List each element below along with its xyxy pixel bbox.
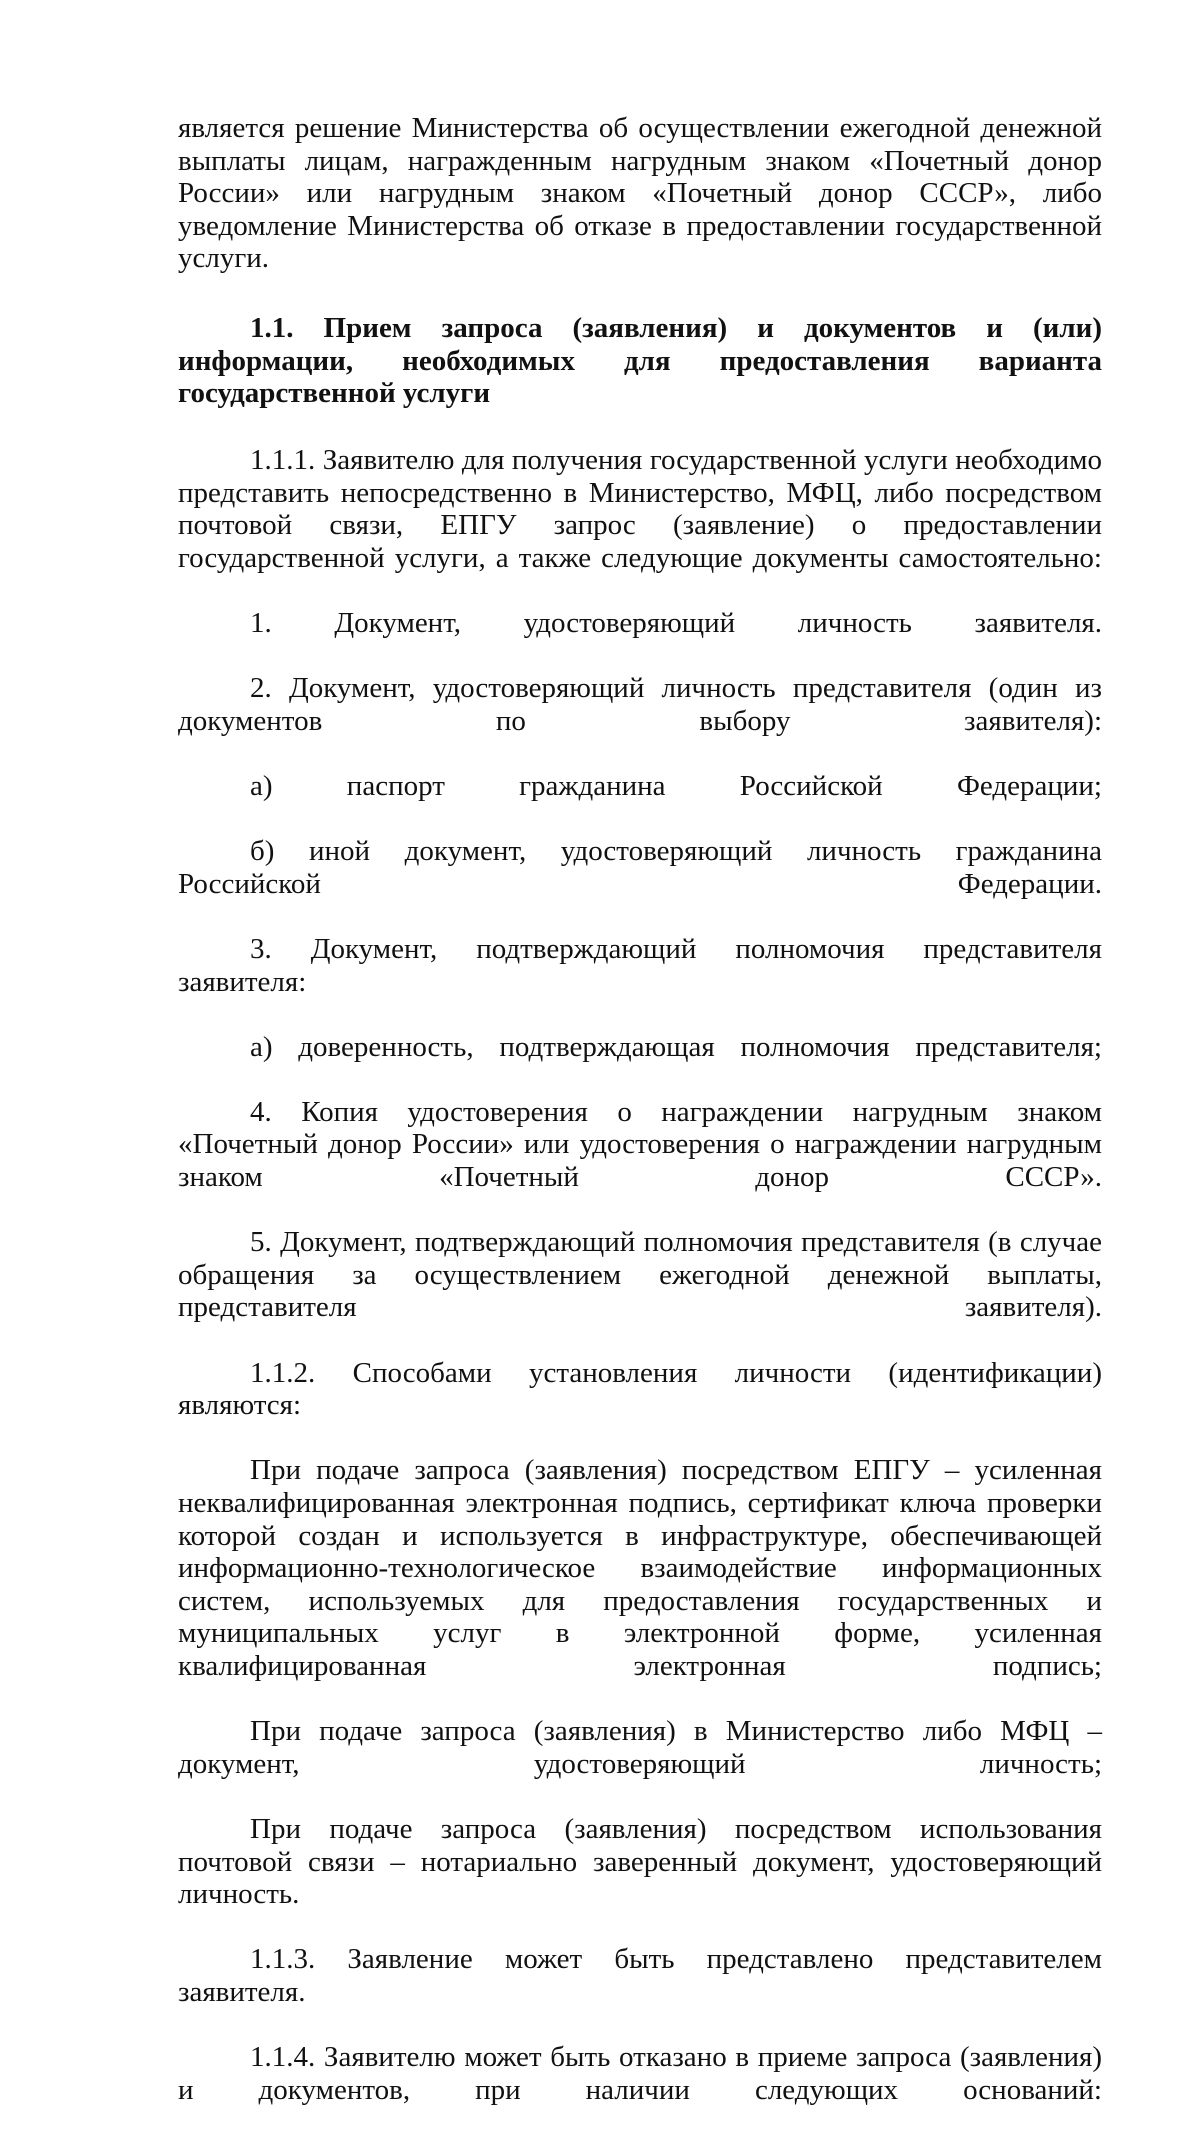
paragraph-1-1-3: 1.1.3. Заявление может быть представлено представителем заявителя.: [178, 1943, 1102, 2008]
paragraph-1-1-1: 1.1.1. Заявителю для получения государственной услуги необходимо представить непосредственно в Министерство, МФЦ, либо посредством почтовой связи, ЕПГУ запрос (заявление) о предоставлении государственной услуги, а также следующие документы самостоятельно:: [178, 444, 1102, 574]
body-paragraphs: [178, 444, 1102, 2139]
identification-ministry: При подаче запроса (заявления) в Министерство либо МФЦ – документ, удостоверяющий личность;: [178, 1715, 1102, 1780]
list-item-4: 4. Копия удостоверения о награждении нагрудным знаком «Почетный донор России» или удостоверения о награждении нагрудным знаком «Почетный донор СССР».: [178, 1095, 1102, 1194]
list-item-2b: б) иной документ, удостоверяющий личность гражданина Российской Федерации.: [178, 835, 1102, 900]
section-heading: [178, 312, 1102, 442]
list-item-2: 2. Документ, удостоверяющий личность представителя (один из документов по выбору заявителя):: [178, 672, 1102, 737]
intro-paragraph: [178, 112, 1102, 308]
list-item-3: 3. Документ, подтверждающий полномочия представителя заявителя:: [178, 932, 1102, 998]
paragraph-text: является решение Министерства об осуществлении ежегодной денежной выплаты лицам, награжденным нагрудным знаком «Почетный донор России» или нагрудным знаком «Почетный донор СССР», либо уведомление Министерства об отказе в предоставлении государственной услуги.: [178, 112, 1102, 275]
heading-text: 1.1. Прием запроса (заявления) и документов и (или) информации, необходимых для предоставления варианта государственной услуги: [178, 312, 1102, 410]
paragraph-1-1-4: 1.1.4. Заявителю может быть отказано в приеме запроса (заявления) и документов, при наличии следующих оснований:: [178, 2041, 1102, 2106]
identification-epgu: При подаче запроса (заявления) посредством ЕПГУ – усиленная неквалифицированная электронная подпись, сертификат ключа проверки которой создан и используется в инфраструктуре, обеспечивающей информационно-технологическое взаимодействие информационных систем, используемых для предоставления государственных и муниципальных услуг в электронной форме, усиленная квалифицированная электронная подпись;: [178, 1454, 1102, 1682]
identification-post: При подаче запроса (заявления) посредством использования почтовой связи – нотариально заверенный документ, удостоверяющий личность.: [178, 1812, 1102, 1911]
list-item-2a: а) паспорт гражданина Российской Федерации;: [250, 769, 1102, 802]
paragraph-1-1-2: 1.1.2. Способами установления личности (идентификации) являются:: [178, 1356, 1102, 1422]
list-item-1: 1. Документ, удостоверяющий личность заявителя.: [250, 606, 1102, 639]
list-item-5: 5. Документ, подтверждающий полномочия представителя (в случае обращения за осуществлением ежегодной денежной выплаты, представителя заявителя).: [178, 1226, 1102, 1324]
list-item-3a: а) доверенность, подтверждающая полномочия представителя;: [250, 1030, 1102, 1063]
